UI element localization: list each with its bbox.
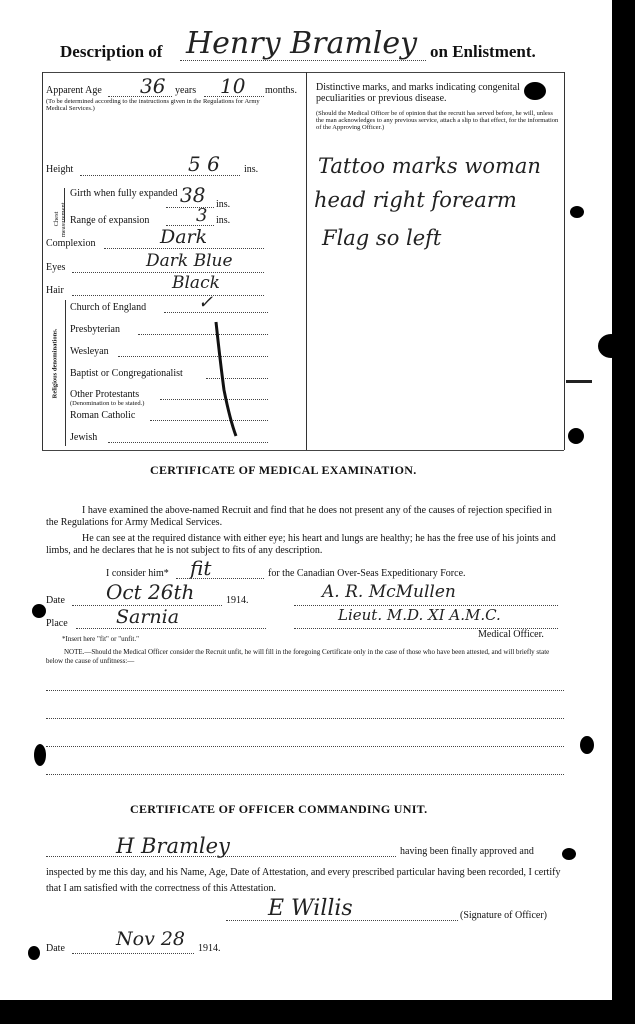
header-description-of: Description of bbox=[60, 42, 163, 61]
commanding-name-value: H Bramley bbox=[116, 834, 230, 858]
place-line bbox=[76, 628, 266, 629]
consider-value: fit bbox=[190, 556, 212, 580]
medical-date-value: Oct 26th bbox=[106, 580, 195, 604]
insert-note: *Insert here "fit" or "unfit." bbox=[62, 635, 139, 643]
medical-officer-signature: A. R. McMullen bbox=[322, 582, 456, 602]
years-label: years bbox=[175, 85, 197, 96]
medical-paragraph-2: He can see at the required distance with either eye; his heart and lungs are healthy; he has the free use of his joints and limbs, and he declares that he is not subject to fits of any description. bbox=[46, 533, 556, 556]
religion-church-of-england: Church of England bbox=[70, 302, 147, 313]
commanding-signature-label: (Signature of Officer) bbox=[460, 910, 548, 921]
commanding-title: CERTIFICATE OF OFFICER COMMANDING UNIT. bbox=[130, 802, 428, 816]
range-unit: ins. bbox=[216, 215, 231, 226]
medical-officer-label: Medical Officer. bbox=[478, 629, 544, 640]
chest-bracket bbox=[64, 188, 65, 222]
unfit-reason-line-3 bbox=[46, 746, 564, 747]
religion-denomination-note: (Denomination to be stated.) bbox=[70, 400, 145, 407]
eyes-label: Eyes bbox=[46, 262, 66, 273]
apparent-age-label: Apparent Age bbox=[46, 85, 102, 96]
scan-dash bbox=[566, 380, 592, 383]
left-border bbox=[42, 72, 43, 450]
header-name-line bbox=[180, 60, 426, 61]
religion-other-protestants: Other Protestants bbox=[70, 389, 140, 400]
commanding-date-line bbox=[72, 953, 194, 954]
girth-value: 38 bbox=[180, 183, 206, 207]
scan-blob-7 bbox=[580, 736, 594, 754]
distinctive-marks-note: (Should the Medical Officer be of opinion that the recruit has served before, he will, unless the man acknowledges to any previous service, attach a slip to that effect, for the information of the Approving Officer.) bbox=[316, 110, 559, 131]
column-divider bbox=[306, 72, 307, 450]
scan-bottom-edge bbox=[0, 1000, 635, 1024]
height-value: 5 6 bbox=[188, 152, 220, 176]
girth-unit: ins. bbox=[216, 199, 231, 210]
religion-roman-catholic: Roman Catholic bbox=[70, 410, 136, 421]
consider-label: I consider him* bbox=[106, 568, 169, 579]
months-label: months. bbox=[265, 85, 297, 96]
medical-date-label: Date bbox=[46, 595, 65, 606]
complexion-line bbox=[104, 248, 264, 249]
distinctive-marks-label: Distinctive marks, and marks indicating congenital peculiarities or previous disease. bbox=[316, 82, 520, 104]
place-value: Sarnia bbox=[116, 606, 180, 628]
scan-blob-9 bbox=[28, 946, 40, 960]
scan-blob-5 bbox=[32, 604, 46, 618]
unfit-note: NOTE.—Should the Medical Officer consider the Recruit unfit, he will fill in the foregoing Certificate only in the case of those who have been attested, and will briefly state below the cause of unfitness:— bbox=[46, 648, 550, 665]
age-years-line bbox=[108, 96, 172, 97]
marks-line-1: Tattoo marks woman bbox=[318, 154, 541, 178]
consider-line bbox=[176, 578, 264, 579]
scan-blob-1 bbox=[524, 82, 546, 100]
complexion-label: Complexion bbox=[46, 238, 96, 249]
scan-blob-8 bbox=[562, 848, 576, 860]
religion-baptist: Baptist or Congregationalist bbox=[70, 368, 183, 379]
unfit-reason-line-2 bbox=[46, 718, 564, 719]
scan-blob-4 bbox=[570, 206, 584, 218]
religion-mark: ✓ bbox=[198, 292, 214, 313]
commanding-signature-line bbox=[226, 920, 458, 921]
girth-label: Girth when fully expanded bbox=[70, 188, 178, 199]
right-border bbox=[564, 72, 565, 450]
top-rule bbox=[42, 72, 564, 73]
height-label: Height bbox=[46, 164, 74, 175]
height-unit: ins. bbox=[244, 164, 259, 175]
age-months-line bbox=[204, 96, 264, 97]
age-note: (To be determined according to the instructions given in the Regulations for Army Medical Services.) bbox=[46, 98, 260, 112]
religion-presbyterian: Presbyterian bbox=[70, 324, 120, 335]
age-years-value: 36 bbox=[140, 74, 166, 98]
unfit-reason-line-1 bbox=[46, 690, 564, 691]
range-label: Range of expansion bbox=[70, 215, 150, 226]
marks-line-3: Flag so left bbox=[322, 226, 442, 250]
medical-paragraph-1: I have examined the above-named Recruit and find that he does not present any of the causes of rejection specified in the Regulations for Army Medical Services. bbox=[46, 505, 552, 528]
commanding-name-line bbox=[46, 856, 396, 857]
eyes-value: Dark Blue bbox=[146, 251, 233, 271]
place-label: Place bbox=[46, 618, 68, 629]
medical-title: CERTIFICATE OF MEDICAL EXAMINATION. bbox=[150, 463, 417, 477]
religion-bracket bbox=[65, 300, 66, 446]
unfit-reason-line-4 bbox=[46, 774, 564, 775]
religion-strike-stroke bbox=[200, 320, 240, 440]
medical-officer-rank: Lieut. M.D. XI A.M.C. bbox=[338, 606, 501, 624]
commanding-signature: E Willis bbox=[268, 896, 353, 921]
religion-wesleyan: Wesleyan bbox=[70, 346, 109, 357]
commanding-year: 1914. bbox=[198, 943, 221, 954]
marks-line-2: head right forearm bbox=[314, 188, 517, 212]
scan-blob-6 bbox=[34, 744, 46, 766]
header-recruit-name: Henry Bramley bbox=[186, 26, 418, 61]
scan-right-edge bbox=[612, 0, 635, 1024]
religion-line-7 bbox=[108, 442, 268, 443]
age-months-value: 10 bbox=[220, 74, 246, 98]
range-value: 3 bbox=[196, 205, 208, 226]
commanding-line1-suffix: having been finally approved and bbox=[400, 846, 534, 857]
scan-blob-2 bbox=[598, 334, 624, 358]
religion-jewish: Jewish bbox=[70, 432, 98, 443]
commanding-date-value: Nov 28 bbox=[116, 928, 186, 950]
religion-label: Religious denominations. bbox=[51, 328, 59, 399]
table-bottom-rule bbox=[42, 450, 564, 451]
commanding-date-label: Date bbox=[46, 943, 65, 954]
eyes-line bbox=[72, 272, 264, 273]
religion-line-1 bbox=[164, 312, 268, 313]
religion-line-3 bbox=[118, 356, 268, 357]
header-on-enlistment: on Enlistment. bbox=[430, 42, 536, 61]
scan-blob-3 bbox=[568, 428, 584, 444]
consider-suffix: for the Canadian Over-Seas Expeditionary Force. bbox=[268, 568, 466, 579]
commanding-paragraph: inspected by me this day, and his Name, Age, Date of Attestation, and every prescribed particular having been recorded, I certify that I am satisfied with the correctness of this Attestation. bbox=[46, 867, 561, 894]
complexion-value: Dark bbox=[160, 226, 208, 248]
hair-line bbox=[72, 295, 264, 296]
hair-value: Black bbox=[172, 273, 220, 293]
medical-year: 1914. bbox=[226, 595, 249, 606]
hair-label: Hair bbox=[46, 285, 64, 296]
chest-label: Chest measurement. bbox=[53, 200, 67, 238]
